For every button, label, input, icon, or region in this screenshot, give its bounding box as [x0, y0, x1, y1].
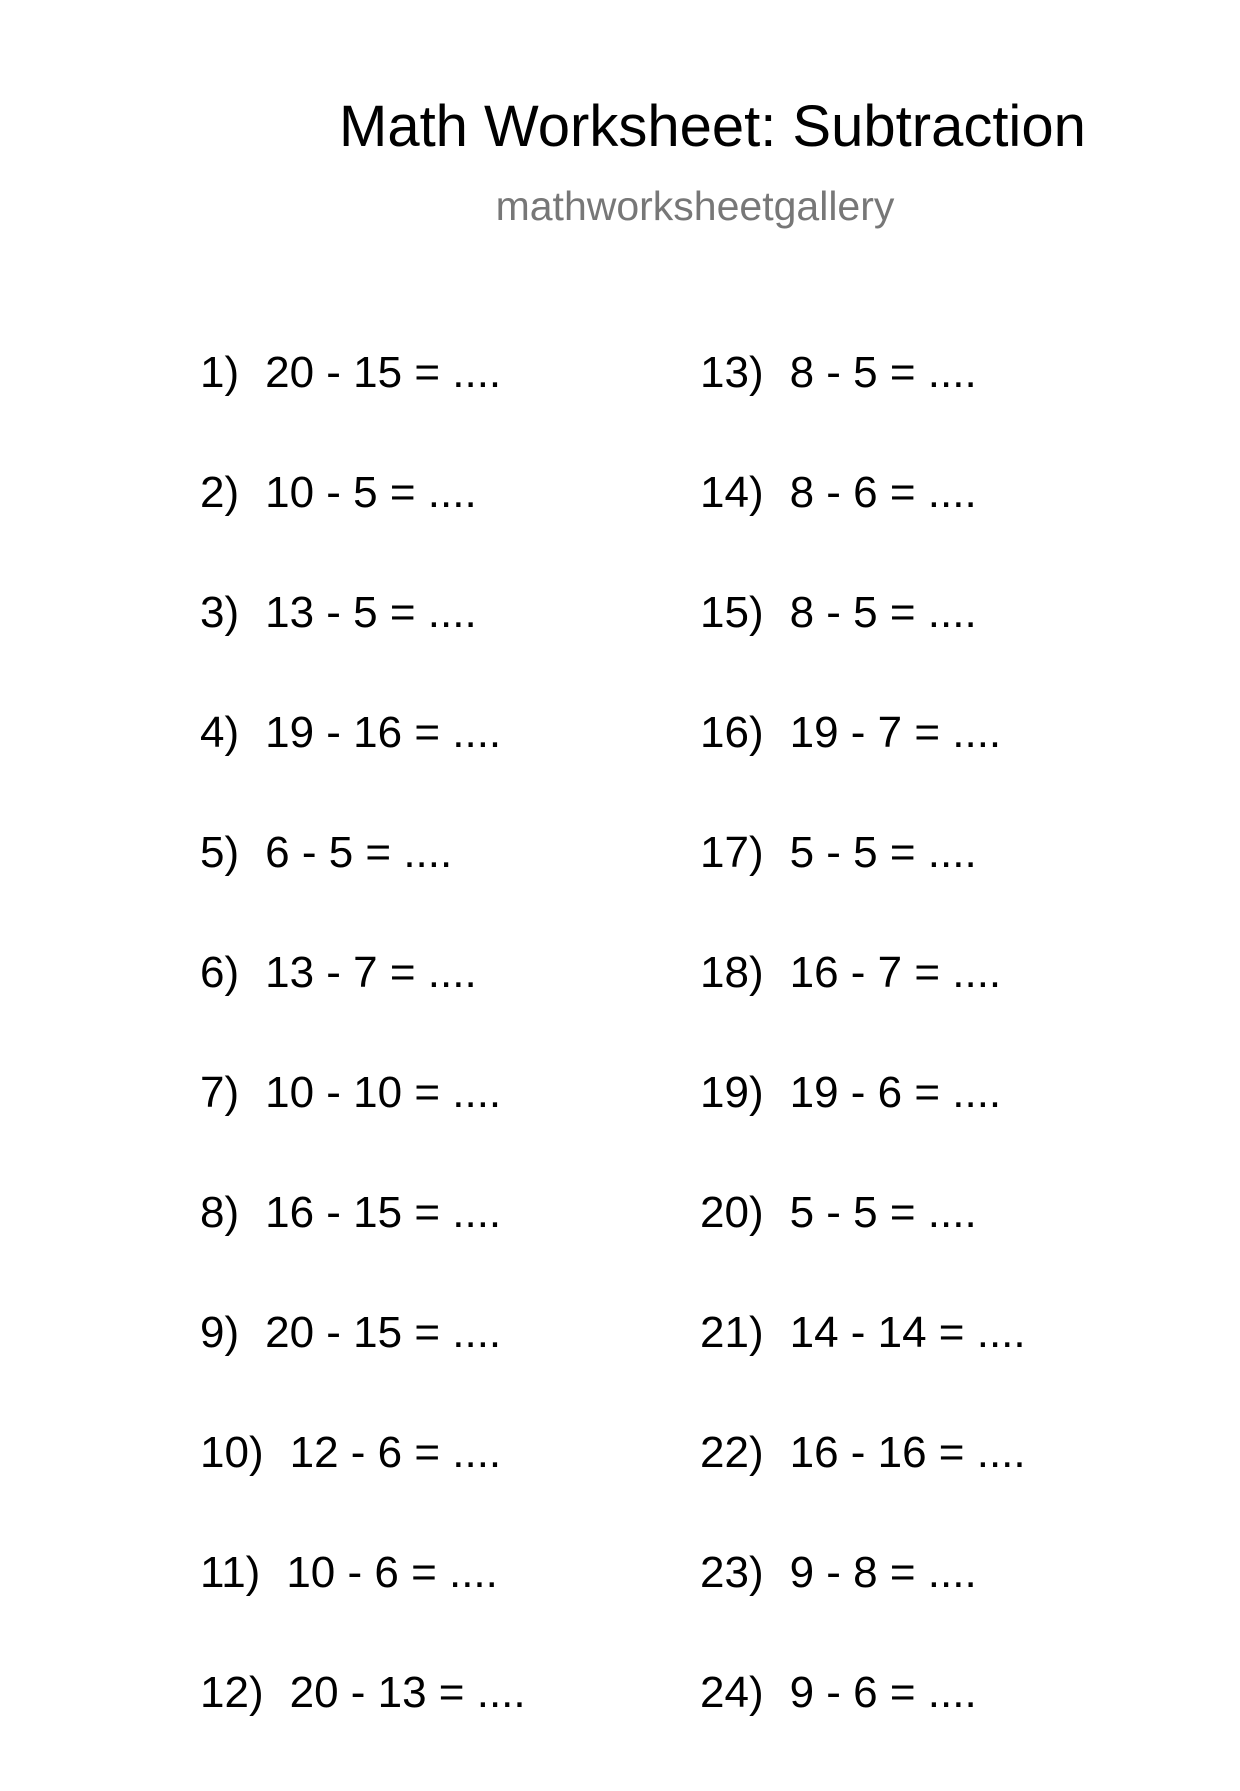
problem-number: 9) [200, 1308, 240, 1357]
problem-item [200, 1068, 526, 1191]
problem-number: 21) [700, 1308, 764, 1357]
problem-number: 24) [700, 1668, 764, 1717]
problem-expression: 19 - 7 = .... [789, 708, 1002, 757]
problem-number: 11) [200, 1548, 261, 1597]
problem-item [700, 708, 1026, 831]
problem-expression: 13 - 5 = .... [265, 588, 477, 637]
problem-expression: 8 - 5 = .... [789, 588, 977, 637]
problem-number: 23) [700, 1548, 764, 1597]
problem-expression: 16 - 16 = .... [789, 1428, 1026, 1477]
problem-expression: 20 - 13 = .... [289, 1668, 526, 1717]
problem-number: 2) [200, 468, 240, 517]
problem-number: 1) [200, 348, 240, 397]
problem-expression: 19 - 16 = .... [265, 708, 502, 757]
problem-item [200, 1668, 526, 1791]
problem-number: 3) [200, 588, 240, 637]
problem-item [200, 948, 526, 1071]
problem-expression: 10 - 6 = .... [286, 1548, 498, 1597]
problem-number: 12) [200, 1668, 264, 1717]
problem-number: 20) [700, 1188, 764, 1237]
problem-expression: 6 - 5 = .... [265, 828, 453, 877]
problem-item [700, 1308, 1026, 1431]
problem-expression: 8 - 6 = .... [789, 468, 977, 517]
problem-item [200, 588, 526, 711]
page-subtitle: mathworksheetgallery [495, 183, 895, 229]
problem-number: 19) [700, 1068, 764, 1117]
problem-item [200, 348, 526, 471]
problem-expression: 9 - 6 = .... [789, 1668, 977, 1717]
problem-number: 17) [700, 828, 764, 877]
problems-column-right [700, 348, 1026, 1791]
problem-item [700, 1668, 1026, 1791]
problem-item [200, 1308, 526, 1431]
problem-expression: 5 - 5 = .... [789, 1188, 977, 1237]
problem-item [700, 1548, 1026, 1671]
problem-item [200, 1428, 526, 1551]
problem-number: 5) [200, 828, 240, 877]
problem-item [700, 468, 1026, 591]
problem-expression: 20 - 15 = .... [265, 348, 502, 397]
problem-number: 10) [200, 1428, 264, 1477]
problem-number: 6) [200, 948, 240, 997]
problem-number: 4) [200, 708, 240, 757]
problem-item [200, 1188, 526, 1311]
problem-number: 13) [700, 348, 764, 397]
problem-number: 7) [200, 1068, 240, 1117]
problem-item [200, 468, 526, 591]
problem-expression: 19 - 6 = .... [789, 1068, 1002, 1117]
problem-expression: 5 - 5 = .... [789, 828, 977, 877]
problem-expression: 9 - 8 = .... [789, 1548, 977, 1597]
problem-expression: 16 - 7 = .... [789, 948, 1002, 997]
problem-expression: 8 - 5 = .... [789, 348, 977, 397]
problem-expression: 13 - 7 = .... [265, 948, 477, 997]
problem-expression: 10 - 10 = .... [265, 1068, 502, 1117]
problem-number: 14) [700, 468, 764, 517]
problem-number: 16) [700, 708, 764, 757]
problem-item [200, 1548, 526, 1671]
problem-item [700, 948, 1026, 1071]
problem-number: 15) [700, 588, 764, 637]
problem-expression: 14 - 14 = .... [789, 1308, 1026, 1357]
problem-item [700, 1428, 1026, 1551]
problem-item [200, 828, 526, 951]
problem-expression: 20 - 15 = .... [265, 1308, 502, 1357]
page-title: Math Worksheet: Subtraction [339, 94, 1086, 159]
problem-item [700, 588, 1026, 711]
problem-item [700, 828, 1026, 951]
problem-expression: 16 - 15 = .... [265, 1188, 502, 1237]
problem-expression: 10 - 5 = .... [265, 468, 477, 517]
problem-number: 22) [700, 1428, 764, 1477]
problem-item [700, 1068, 1026, 1191]
problem-number: 8) [200, 1188, 240, 1237]
problem-expression: 12 - 6 = .... [289, 1428, 502, 1477]
problem-item [700, 1188, 1026, 1311]
problem-item [700, 348, 1026, 471]
problems-column-left [200, 348, 526, 1791]
problem-item [200, 708, 526, 831]
problem-number: 18) [700, 948, 764, 997]
